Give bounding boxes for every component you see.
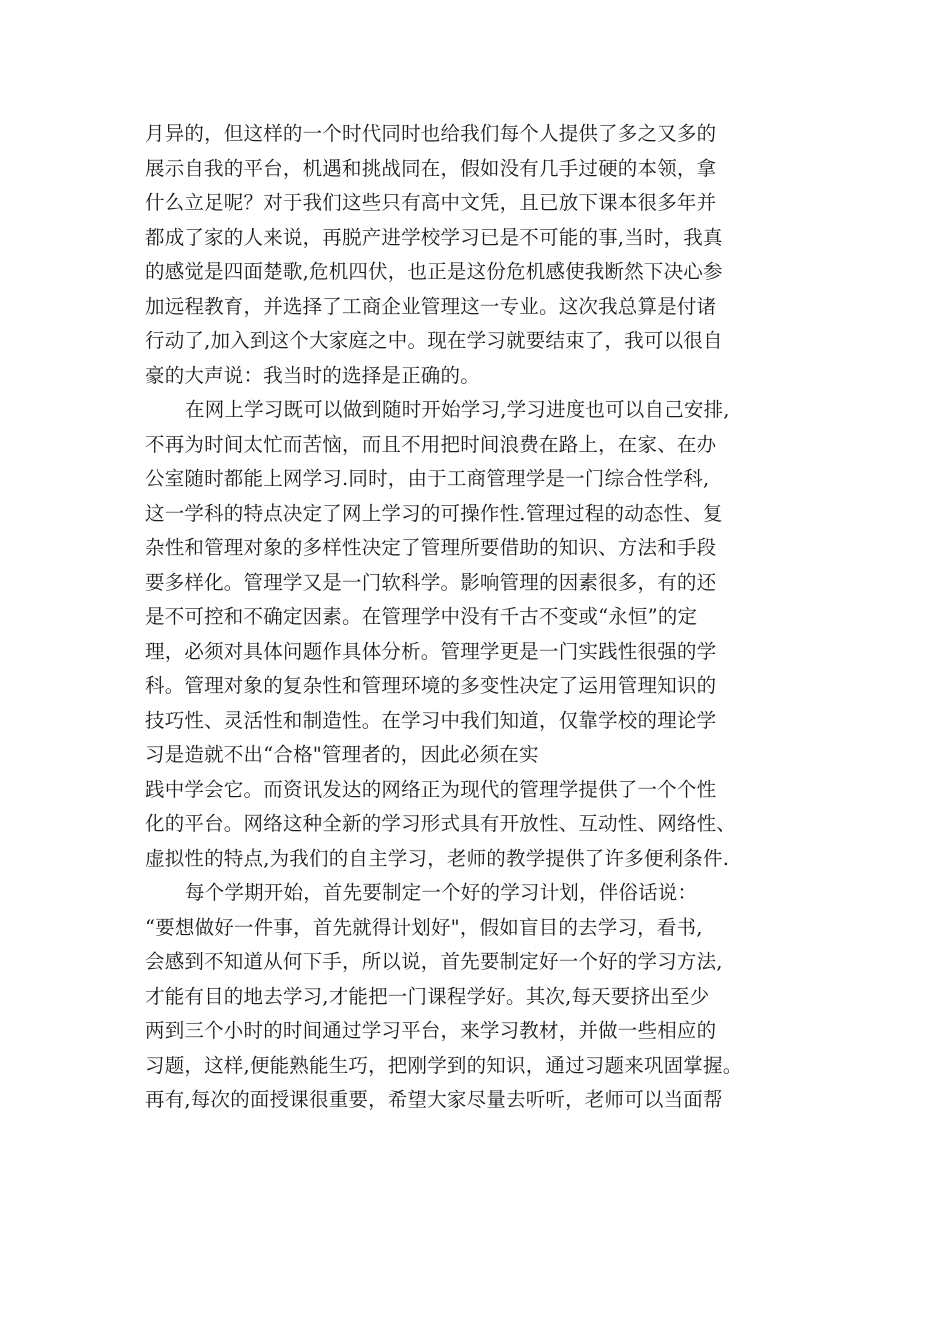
text-line: 要多样化。管理学又是一门软科学。影响管理的因素很多，有的还	[145, 570, 717, 594]
text-line: 月异的，但这样的一个时代同时也给我们每个人提供了多之又多的	[145, 122, 717, 145]
text-line: 公室随时都能上网学习.同时，由于工商管理学是一门综合性学科,	[145, 467, 710, 490]
text-line: 是不可控和不确定因素。在管理学中没有千古不变或“永恒”的定	[145, 605, 698, 628]
text-line: 两到三个小时的时间通过学习平台，来学习教材，并做一些相应的	[145, 1019, 717, 1042]
text-line: 行动了,加入到这个大家庭之中。现在学习就要结束了，我可以很自	[145, 329, 723, 352]
text-line: 再有,每次的面授课很重要，希望大家尽量去听听，老师可以当面帮	[145, 1088, 723, 1111]
text-line: 什么立足呢？对于我们这些只有高中文凭，且已放下课本很多年并	[145, 191, 717, 214]
text-line: 杂性和管理对象的多样性决定了管理所要借助的知识、方法和手段	[145, 536, 717, 559]
text-line: 践中学会它。而资讯发达的网络正为现代的管理学提供了一个个性	[145, 777, 717, 801]
text-line: 会感到不知道从何下手，所以说，首先要制定好一个好的学习方法,	[145, 950, 723, 973]
text-line: 习题，这样,便能熟能生巧，把刚学到的知识，通过习题来巩固掌握。	[145, 1053, 743, 1077]
text-line: 理，必须对具体问题作具体分析。管理学更是一门实践性很强的学	[145, 639, 717, 663]
paragraph-start-line: 每个学期开始，首先要制定一个好的学习计划，伴俗话说：	[185, 881, 698, 904]
text-line: 这一学科的特点决定了网上学习的可操作性.管理过程的动态性、复	[145, 501, 723, 525]
text-line: 的感觉是四面楚歌,危机四伏，也正是这份危机感使我断然下决心参	[145, 260, 723, 283]
paragraph-start-line: 在网上学习既可以做到随时开始学习,学习进度也可以自己安排,	[185, 398, 730, 421]
text-line: 习是造就不出“合格"管理者的，因此必须在实	[145, 743, 539, 766]
text-line: 虚拟性的特点,为我们的自主学习，老师的教学提供了许多便利条件.	[145, 846, 730, 870]
text-line: 化的平台。网络这种全新的学习形式具有开放性、互动性、网络性、	[145, 812, 737, 835]
text-line: 不再为时间太忙而苦恼，而且不用把时间浪费在路上，在家、在办	[145, 432, 717, 456]
text-line: 展示自我的平台，机遇和挑战同在，假如没有几手过硬的本领，拿	[145, 156, 717, 180]
text-line: 技巧性、灵活性和制造性。在学习中我们知道，仅靠学校的理论学	[145, 708, 717, 732]
text-line: 都成了家的人来说，再脱产进学校学习已是不可能的事,当时，我真	[145, 225, 723, 249]
text-line: “要想做好一件事，首先就得计划好"，假如盲目的去学习，看书,	[145, 915, 703, 939]
text-line: 科。管理对象的复杂性和管理环境的多变性决定了运用管理知识的	[145, 674, 717, 697]
text-line: 加远程教育，并选择了工商企业管理这一专业。这次我总算是付诸	[145, 294, 717, 318]
body-text	[145, 117, 815, 1118]
text-line: 才能有目的地去学习,才能把一门课程学好。其次,每天要挤出至少	[145, 984, 710, 1008]
text-line: 豪的大声说：我当时的选择是正确的。	[145, 363, 480, 387]
